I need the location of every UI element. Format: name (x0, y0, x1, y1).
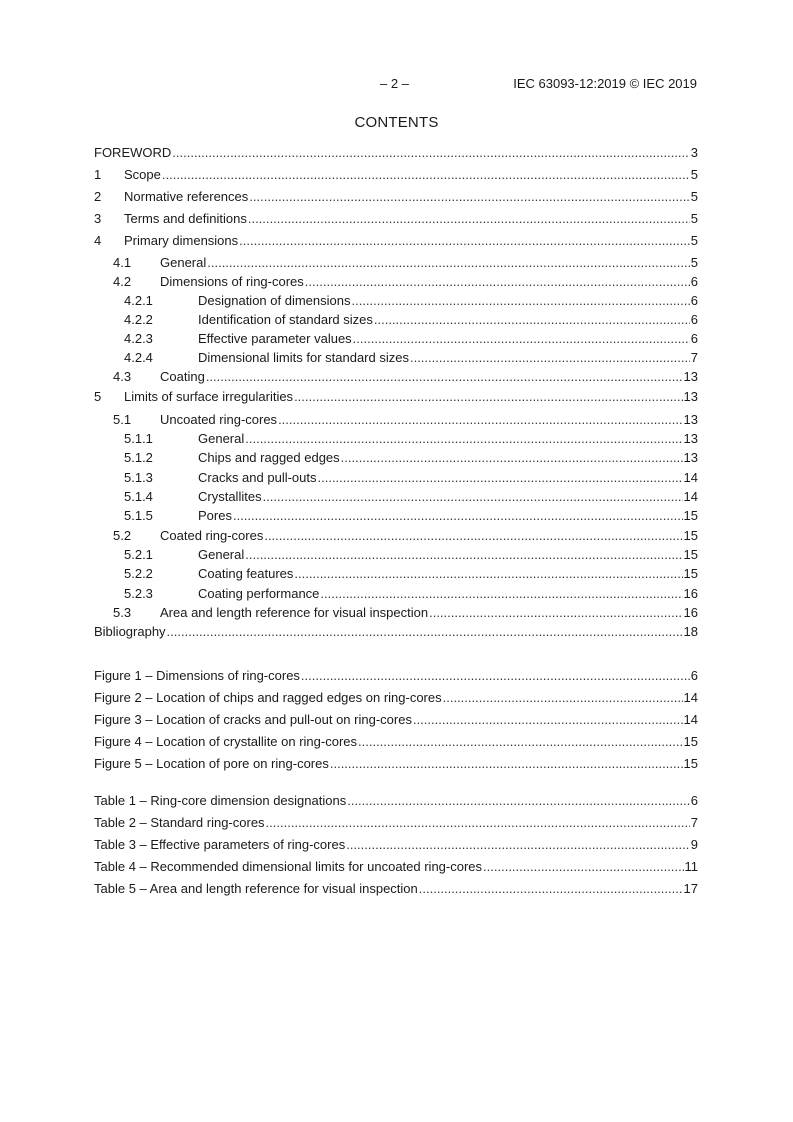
toc-entry-title: Normative references (124, 189, 249, 204)
toc-entry-page: 15 (683, 508, 698, 523)
toc-entry-page: 14 (683, 712, 698, 727)
dot-leader (266, 815, 690, 831)
toc-entry-page: 5 (690, 233, 698, 248)
toc-entry-page: 5 (690, 211, 698, 226)
toc-entry-title: Figure 2 – Location of chips and ragged edges on ring-cores (94, 690, 442, 705)
toc-entry-number: 5.1.5 (124, 508, 153, 523)
toc-entry[interactable] (94, 881, 698, 897)
toc-entry-page: 6 (690, 668, 698, 683)
toc-entry-page: 15 (683, 756, 698, 771)
toc-entry[interactable] (94, 145, 698, 161)
toc-entry-number: 5.2.2 (124, 566, 153, 581)
toc-entry-title: General (198, 431, 245, 446)
toc-entry[interactable] (94, 312, 698, 328)
toc-entry-number: 5 (94, 389, 102, 404)
toc-entry-title: Figure 5 – Location of pore on ring-cores (94, 756, 329, 771)
toc-entry[interactable] (94, 605, 698, 621)
toc-entry-title: Coating features (198, 566, 294, 581)
dot-leader (318, 470, 683, 486)
toc-entry[interactable] (94, 350, 698, 366)
toc-entry[interactable] (94, 431, 698, 447)
toc-entry[interactable] (94, 450, 698, 466)
toc-entry[interactable] (94, 189, 698, 205)
toc-entry-title: General (198, 547, 245, 562)
dot-leader (278, 412, 682, 428)
toc-entry-number: 5.1 (113, 412, 132, 427)
toc-entry-page: 13 (683, 369, 698, 384)
toc-entry-page: 13 (683, 412, 698, 427)
toc-entry-page: 7 (690, 350, 698, 365)
page-number: – 2 – (380, 76, 409, 91)
toc-entry-page: 15 (683, 734, 698, 749)
dot-leader (320, 586, 682, 602)
toc-entry-title: Dimensional limits for standard sizes (198, 350, 409, 365)
dot-leader (341, 450, 683, 466)
toc-entry-title: Terms and definitions (124, 211, 247, 226)
toc-entry[interactable] (94, 331, 698, 347)
toc-entry-number: 5.1.3 (124, 470, 153, 485)
toc-entry-page: 15 (683, 547, 698, 562)
toc-entry-number: 4.2.3 (124, 331, 153, 346)
toc-entry-title: Crystallites (198, 489, 262, 504)
dot-leader (301, 668, 690, 684)
toc-entry-page: 16 (683, 605, 698, 620)
dot-leader (162, 167, 690, 183)
toc-entry-title: Figure 3 – Location of cracks and pull-out on ring-cores (94, 712, 412, 727)
toc-entry[interactable] (94, 470, 698, 486)
toc-entry[interactable] (94, 369, 698, 385)
dot-leader (347, 793, 690, 809)
toc-entry-page: 17 (683, 881, 698, 896)
dot-leader (263, 489, 683, 505)
toc-entry-title: Figure 1 – Dimensions of ring-cores (94, 668, 300, 683)
toc-entry-title: Area and length reference for visual inspection (160, 605, 429, 620)
toc-entry-title: Dimensions of ring-cores (160, 274, 304, 289)
toc-entry[interactable] (94, 547, 698, 563)
toc-entry-number: 5.2.3 (124, 586, 153, 601)
toc-entry[interactable] (94, 793, 698, 809)
dot-leader (419, 881, 683, 897)
toc-entry[interactable] (94, 690, 698, 706)
toc-entry-title: FOREWORD (94, 145, 172, 160)
dot-leader (330, 756, 683, 772)
dot-leader (358, 734, 683, 750)
dot-leader (351, 293, 689, 309)
toc-entry-page: 11 (684, 859, 698, 874)
dot-leader (233, 508, 683, 524)
toc-entry-number: 1 (94, 167, 102, 182)
toc-entry-number: 4 (94, 233, 102, 248)
toc-entry-title: Primary dimensions (124, 233, 239, 248)
dot-leader (346, 837, 690, 853)
dot-leader (264, 528, 682, 544)
toc-entry-number: 4.2.1 (124, 293, 153, 308)
toc-entry[interactable] (94, 668, 698, 684)
standard-reference: IEC 63093-12:2019 © IEC 2019 (513, 76, 697, 91)
toc-entry-page: 15 (683, 528, 698, 543)
toc-entry-number: 5.2.1 (124, 547, 153, 562)
toc-entry[interactable] (94, 412, 698, 428)
toc-entry-page: 15 (683, 566, 698, 581)
toc-entry[interactable] (94, 233, 698, 249)
toc-entry-number: 5.2 (113, 528, 132, 543)
toc-entry-title: Effective parameter values (198, 331, 352, 346)
toc-entry[interactable] (94, 528, 698, 544)
toc-entry-title: Table 1 – Ring-core dimension designations (94, 793, 347, 808)
toc-entry-page: 13 (683, 389, 698, 404)
toc-entry-title: Table 5 – Area and length reference for visual inspection (94, 881, 418, 896)
toc-entry[interactable] (94, 167, 698, 183)
toc-entry-title: Scope (124, 167, 161, 182)
toc-entry-page: 6 (690, 331, 698, 346)
toc-entry-title: Coating performance (198, 586, 320, 601)
toc-entry[interactable] (94, 293, 698, 309)
toc-entry-page: 14 (683, 690, 698, 705)
dot-leader (172, 145, 689, 161)
toc-entry-title: Table 4 – Recommended dimensional limits for uncoated ring-cores (94, 859, 483, 874)
toc-entry-title: Bibliography (94, 624, 166, 639)
dot-leader (167, 624, 683, 640)
toc-entry-number: 4.2 (113, 274, 132, 289)
dot-leader (294, 389, 682, 405)
toc-entry-page: 7 (690, 815, 698, 830)
toc-entry[interactable] (94, 624, 698, 640)
dot-leader (374, 312, 690, 328)
dot-leader (305, 274, 690, 290)
toc-entry[interactable] (94, 255, 698, 271)
toc-entry[interactable] (94, 734, 698, 750)
toc-entry-page: 14 (683, 470, 698, 485)
toc-entry-number: 5.1.1 (124, 431, 153, 446)
toc-entry-page: 9 (690, 837, 698, 852)
toc-entry[interactable] (94, 859, 698, 875)
toc-entry-title: Pores (198, 508, 232, 523)
toc-entry-number: 2 (94, 189, 102, 204)
toc-entry-title: Chips and ragged edges (198, 450, 340, 465)
toc-entry-number: 5.3 (113, 605, 132, 620)
toc-entry-title: Coating (160, 369, 205, 384)
dot-leader (294, 566, 682, 582)
toc-entry-title: Identification of standard sizes (198, 312, 373, 327)
dot-leader (483, 859, 683, 875)
toc-entry-page: 5 (690, 167, 698, 182)
toc-entry-title: General (160, 255, 207, 270)
page-header (0, 76, 793, 92)
toc-entry[interactable] (94, 489, 698, 505)
dot-leader (245, 431, 682, 447)
toc-entry-page: 13 (683, 431, 698, 446)
dot-leader (239, 233, 690, 249)
toc-entry-page: 18 (683, 624, 698, 639)
toc-entry-page: 5 (690, 189, 698, 204)
page-title: CONTENTS (354, 114, 439, 131)
toc-entry-title: Table 3 – Effective parameters of ring-cores (94, 837, 346, 852)
toc-entry-title: Limits of surface irregularities (124, 389, 294, 404)
toc-entry[interactable] (94, 837, 698, 853)
toc-entry[interactable] (94, 712, 698, 728)
toc-entry[interactable] (94, 211, 698, 227)
toc-entry-title: Cracks and pull-outs (198, 470, 317, 485)
toc-entry-title: Coated ring-cores (160, 528, 264, 543)
toc-entry-page: 16 (683, 586, 698, 601)
toc-entry[interactable] (94, 508, 698, 524)
toc-entry-page: 13 (683, 450, 698, 465)
toc-entry[interactable] (94, 389, 698, 405)
toc-entry-number: 5.1.4 (124, 489, 153, 504)
toc-entry-page: 6 (690, 274, 698, 289)
toc-entry-page: 14 (683, 489, 698, 504)
dot-leader (245, 547, 682, 563)
dot-leader (443, 690, 683, 706)
toc-entry-title: Uncoated ring-cores (160, 412, 278, 427)
toc-entry-page: 6 (690, 312, 698, 327)
toc-entry-title: Figure 4 – Location of crystallite on ring-cores (94, 734, 358, 749)
toc-entry-number: 5.1.2 (124, 450, 153, 465)
toc-entry-number: 4.2.2 (124, 312, 153, 327)
toc-entry-number: 3 (94, 211, 102, 226)
dot-leader (429, 605, 682, 621)
dot-leader (207, 255, 690, 271)
dot-leader (206, 369, 683, 385)
toc-entry-title: Designation of dimensions (198, 293, 351, 308)
dot-leader (248, 211, 690, 227)
dot-leader (353, 331, 690, 347)
toc-entry-number: 4.2.4 (124, 350, 153, 365)
toc-entry-number: 4.3 (113, 369, 132, 384)
toc-entry-page: 3 (690, 145, 698, 160)
toc-entry-number: 4.1 (113, 255, 132, 270)
toc-entry-page: 6 (690, 293, 698, 308)
dot-leader (413, 712, 683, 728)
dot-leader (410, 350, 690, 366)
toc-entry[interactable] (94, 815, 698, 831)
dot-leader (249, 189, 689, 205)
toc-entry-page: 6 (690, 793, 698, 808)
toc-entry[interactable] (94, 756, 698, 772)
toc-entry[interactable] (94, 586, 698, 602)
toc-entry[interactable] (94, 566, 698, 582)
toc-entry-title: Table 2 – Standard ring-cores (94, 815, 265, 830)
toc-entry-page: 5 (690, 255, 698, 270)
toc-entry[interactable] (94, 274, 698, 290)
